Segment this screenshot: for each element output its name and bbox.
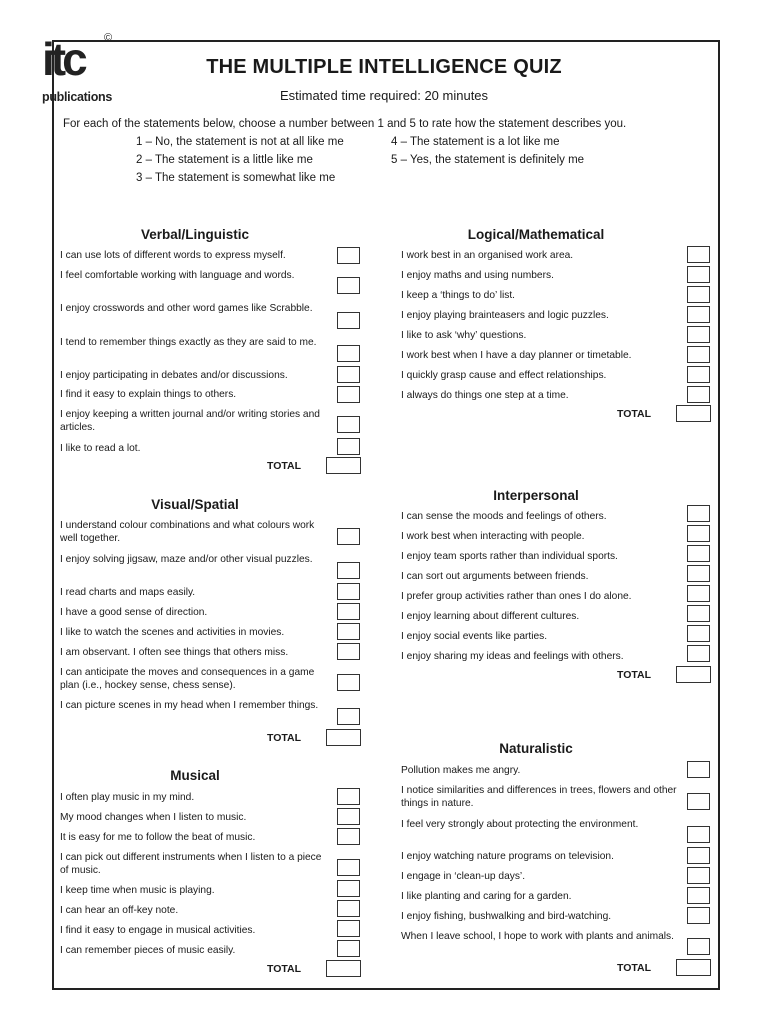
copyright-symbol: © — [104, 32, 113, 44]
statement-text: I always do things one step at a time. — [401, 390, 569, 401]
section-heading: Musical — [170, 768, 220, 783]
rating-box[interactable] — [687, 867, 710, 884]
statement-text: I find it easy to explain things to others. — [60, 389, 237, 400]
rating-box[interactable] — [337, 643, 360, 660]
statement-text: I work best when I have a day planner or timetable. — [401, 350, 632, 361]
scale-option-3: 3 – The statement is somewhat like me — [136, 172, 336, 184]
publisher-name: publications — [42, 90, 113, 104]
rating-box[interactable] — [337, 528, 360, 545]
time-estimate: Estimated time required: 20 minutes — [279, 88, 489, 103]
rating-box[interactable] — [337, 808, 360, 825]
rating-box[interactable] — [337, 438, 360, 455]
total-box[interactable] — [326, 457, 361, 474]
rating-box[interactable] — [337, 366, 360, 383]
rating-box[interactable] — [337, 674, 360, 691]
rating-box[interactable] — [337, 900, 360, 917]
scale-option-1: 1 – No, the statement is not at all like me — [136, 136, 344, 148]
section-heading: Naturalistic — [499, 741, 573, 756]
statement-text: I keep time when music is playing. — [60, 885, 215, 896]
statement-text: I feel very strongly about protecting the environment. — [401, 819, 639, 830]
statement-text: I work best when interacting with people. — [401, 531, 585, 542]
statement-text: I can use lots of different words to express myself. — [60, 250, 286, 261]
statement-text: I can anticipate the moves and consequences in a game plan (i.e., hockey sense, chess sense). — [60, 667, 315, 691]
statement-text: I understand colour combinations and what colours work well together. — [60, 520, 315, 544]
rating-box[interactable] — [337, 880, 360, 897]
rating-box[interactable] — [687, 266, 710, 283]
rating-box[interactable] — [687, 286, 710, 303]
statement-text: I have a good sense of direction. — [60, 607, 208, 618]
rating-box[interactable] — [687, 887, 710, 904]
statement-text: I enjoy crosswords and other word games like Scrabble. — [60, 303, 313, 314]
statement-text: I can picture scenes in my head when I remember things. — [60, 700, 319, 711]
total-label: TOTAL — [616, 408, 651, 420]
total-box[interactable] — [676, 959, 711, 976]
statement-text: I read charts and maps easily. — [60, 587, 196, 598]
rating-box[interactable] — [337, 583, 360, 600]
statement-text: I engage in ‘clean-up days’. — [401, 871, 526, 882]
rating-box[interactable] — [337, 859, 360, 876]
statement-text: I often play music in my mind. — [60, 792, 195, 803]
rating-box[interactable] — [337, 623, 360, 640]
total-label: TOTAL — [266, 963, 301, 975]
statement-text: I enjoy keeping a written journal and/or writing stories and articles. — [60, 409, 320, 433]
statement-text: I quickly grasp cause and effect relationships. — [401, 370, 607, 381]
rating-box[interactable] — [337, 247, 360, 264]
section-heading: Logical/Mathematical — [467, 227, 605, 242]
rating-box[interactable] — [687, 585, 710, 602]
rating-box[interactable] — [687, 625, 710, 642]
statement-text: I notice similarities and differences in trees, flowers and other things in nature. — [401, 785, 677, 809]
statement-text: I enjoy team sports rather than individual sports. — [401, 551, 618, 562]
rating-box[interactable] — [687, 645, 710, 662]
rating-box[interactable] — [687, 545, 710, 562]
rating-box[interactable] — [337, 603, 360, 620]
statement-text: I like to ask ‘why’ questions. — [401, 330, 527, 341]
statement-text: I enjoy sharing my ideas and feelings with others. — [401, 651, 624, 662]
total-box[interactable] — [676, 666, 711, 683]
statement-text: My mood changes when I listen to music. — [60, 812, 247, 823]
rating-box[interactable] — [687, 246, 710, 263]
statement-text: I enjoy watching nature programs on television. — [401, 851, 614, 862]
rating-box[interactable] — [687, 761, 710, 778]
statement-text: I like planting and caring for a garden. — [401, 891, 572, 902]
total-box[interactable] — [326, 729, 361, 746]
page-title: THE MULTIPLE INTELLIGENCE QUIZ — [206, 56, 562, 78]
statement-text: I enjoy playing brainteasers and logic puzzles. — [401, 310, 609, 321]
statement-text: I can remember pieces of music easily. — [60, 945, 236, 956]
rating-box[interactable] — [337, 788, 360, 805]
rating-box[interactable] — [337, 416, 360, 433]
rating-box[interactable] — [687, 826, 710, 843]
statement-text: I enjoy learning about different cultures. — [401, 611, 580, 622]
rating-box[interactable] — [687, 326, 710, 343]
total-label: TOTAL — [616, 962, 651, 974]
statement-text: I enjoy maths and using numbers. — [401, 270, 554, 281]
statement-text: I keep a ‘things to do’ list. — [401, 290, 516, 301]
section-heading: Visual/Spatial — [151, 497, 239, 512]
statement-text: I enjoy solving jigsaw, maze and/or other visual puzzles. — [60, 554, 313, 565]
rating-box[interactable] — [337, 940, 360, 957]
statement-text: I feel comfortable working with language and words. — [60, 270, 295, 281]
rating-box[interactable] — [687, 847, 710, 864]
scale-option-5: 5 – Yes, the statement is definitely me — [391, 154, 585, 166]
instructions-intro: For each of the statements below, choose a number between 1 and 5 to rate how the statement describes you. — [63, 118, 627, 130]
statement-text: I enjoy fishing, bushwalking and bird-watching. — [401, 911, 612, 922]
rating-box[interactable] — [687, 793, 710, 810]
rating-box[interactable] — [687, 505, 710, 522]
statement-text: I like to watch the scenes and activities in movies. — [60, 627, 285, 638]
section-heading: Verbal/Linguistic — [140, 227, 250, 242]
section-heading: Interpersonal — [493, 488, 579, 503]
rating-box[interactable] — [687, 306, 710, 323]
statement-text: I like to read a lot. — [60, 443, 141, 454]
rating-box[interactable] — [687, 346, 710, 363]
scale-option-4: 4 – The statement is a lot like me — [391, 136, 560, 148]
statement-text: I can sense the moods and feelings of others. — [401, 511, 607, 522]
statement-text: I am observant. I often see things that others miss. — [60, 647, 289, 658]
scale-option-2: 2 – The statement is a little like me — [136, 154, 313, 166]
rating-box[interactable] — [687, 386, 710, 403]
statement-text: I enjoy participating in debates and/or discussions. — [60, 370, 288, 381]
logo-mark: itc — [42, 33, 84, 85]
total-box[interactable] — [676, 405, 711, 422]
rating-box[interactable] — [337, 920, 360, 937]
statement-text: When I leave school, I hope to work with plants and animals. — [401, 931, 674, 942]
rating-box[interactable] — [337, 562, 360, 579]
statement-text: I enjoy social events like parties. — [401, 631, 548, 642]
rating-box[interactable] — [687, 366, 710, 383]
rating-box[interactable] — [687, 907, 710, 924]
statement-text: I prefer group activities rather than ones I do alone. — [401, 591, 632, 602]
statement-text: I find it easy to engage in musical activities. — [60, 925, 256, 936]
rating-box[interactable] — [337, 828, 360, 845]
total-label: TOTAL — [266, 460, 301, 472]
rating-box[interactable] — [337, 277, 360, 294]
rating-box[interactable] — [687, 525, 710, 542]
statement-text: It is easy for me to follow the beat of music. — [60, 832, 256, 843]
statement-text: Pollution makes me angry. — [401, 765, 521, 776]
total-box[interactable] — [326, 960, 361, 977]
total-label: TOTAL — [266, 732, 301, 744]
statement-text: I can sort out arguments between friends. — [401, 571, 589, 582]
rating-box[interactable] — [687, 565, 710, 582]
rating-box[interactable] — [337, 708, 360, 725]
statement-text: I can pick out different instruments when I listen to a piece of music. — [60, 852, 322, 876]
rating-box[interactable] — [687, 938, 710, 955]
rating-box[interactable] — [687, 605, 710, 622]
rating-box[interactable] — [337, 312, 360, 329]
statement-text: I tend to remember things exactly as they are said to me. — [60, 337, 317, 348]
total-label: TOTAL — [616, 669, 651, 681]
rating-box[interactable] — [337, 345, 360, 362]
statement-text: I work best in an organised work area. — [401, 250, 574, 261]
statement-text: I can hear an off-key note. — [60, 905, 179, 916]
rating-box[interactable] — [337, 386, 360, 403]
